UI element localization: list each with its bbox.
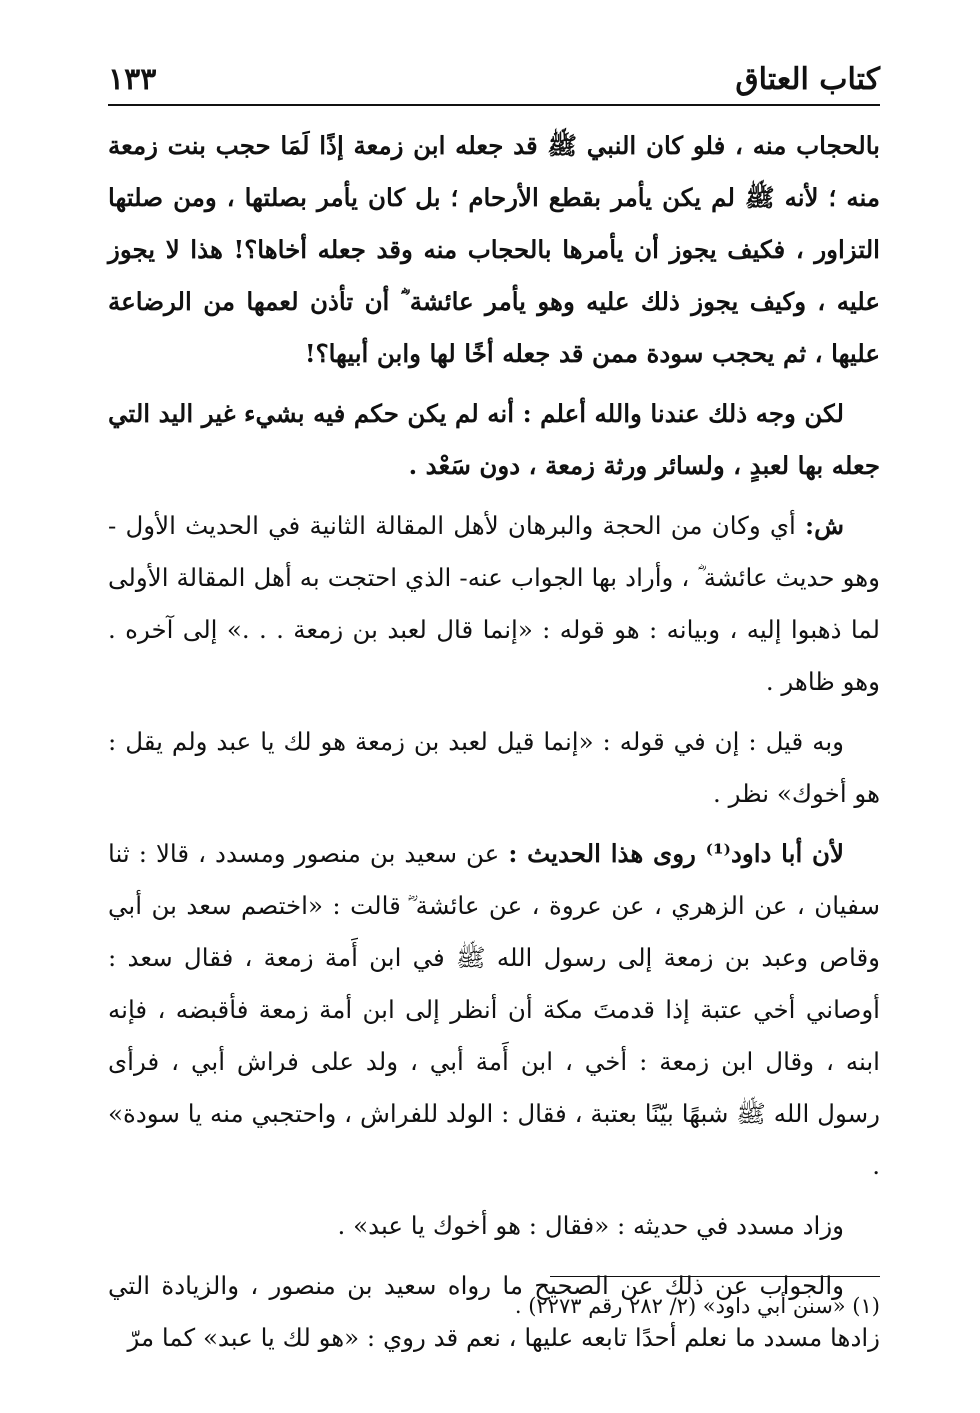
paragraph-7: والجواب عن ذلك عن الصحيح ما رواه سعيد بن منصور ، والزيادة التي زادها مسدد ما نعلم أحدًا تابعه عليها ، نعم قد روي : «هو لك يا عبد» كما مرّ bbox=[108, 1271, 880, 1352]
paragraph-1: بالحجاب منه ، فلو كان النبي ﷺ قد جعله ابن زمعة إذًا لَمَا حجب بنت زمعة منه ؛ لأنه ﷺ لم يكن يأمر بقطع الأرحام ؛ بل كان يأمر بصلتها ، ومن صلتها التزاور ، فكيف يجوز أن يأمرها بالحجاب منه وقد جعله أخاها؟! هذا لا يجوز عليه ، وكيف يجوز ذلك عليه وهو يأمر عائشة ؓ أن تأذن لعمها من الرضاعة عليها ، ثم يحجب سودة ممن قد جعله أخًا لها وابن أبيها؟! bbox=[108, 131, 880, 368]
page-number: ١٣٣ bbox=[108, 62, 157, 97]
page-header bbox=[108, 60, 880, 106]
paragraph-6: وزاد مسدد في حديثه : «فقال : هو أخوك يا عبد» . bbox=[337, 1211, 844, 1240]
paragraph-3-lead: ش: bbox=[805, 511, 844, 540]
page-body bbox=[108, 120, 880, 1372]
paragraph-4: وبه قيل : إن في قوله : «إنما قيل لعبد بن زمعة هو لك يا عبد ولم يقل : هو أخوك» نظر . bbox=[108, 727, 880, 808]
chapter-title: كتاب العتاق bbox=[735, 62, 880, 97]
paragraph-5 bbox=[108, 828, 880, 1192]
footnote: (١) «سنن أبي داود» (٢/ ٢٨٢ رقم ٢٢٧٣) . bbox=[514, 1294, 880, 1318]
paragraph-3-text: أي وكان من الحجة والبرهان لأهل المقالة الثانية في الحديث الأول - وهو حديث عائشة ؓ ، وأراد بها الجواب عنه- الذي احتجت به أهل المقالة الأولى لما ذهبوا إليه ، وبيانه : هو قوله : «إنما قال لعبد بن زمعة . . .» إلى آخره . وهو ظاهر . bbox=[108, 511, 880, 696]
paragraph-2: لكن وجه ذلك عندنا والله أعلم : أنه لم يكن حكم فيه بشيء غير اليد التي جعله بها لعبدٍ ، ولسائر ورثة زمعة ، دون سَعْد . bbox=[108, 399, 880, 480]
footnote-separator bbox=[550, 1276, 880, 1277]
paragraph-5-text: عن سعيد بن منصور ومسدد ، قالا : ثنا سفيان ، عن الزهري ، عن عروة ، عن عائشة ؓ قالت : «اختصم سعد بن أبي وقاص وعبد بن زمعة إلى رسول الله ﷺ في ابن أَمة زمعة ، فقال سعد : أوصاني أخي عتبة إذا قدمتَ مكة أن أنظر إلى ابن أمة زمعة فأقبضه ، فإنه ابنه ، وقال ابن زمعة : أخي ، ابن أَمة أبي ، ولد على فراش أبي ، فرأى رسول الله ﷺ شبهًا بيّنًا بعتبة ، فقال : الولد للفراش ، واحتجبي منه يا سودة» . bbox=[108, 839, 880, 1180]
paragraph-5-lead: لأن أبا داود⁽¹⁾ روى هذا الحديث : bbox=[508, 839, 844, 868]
paragraph-3 bbox=[108, 500, 880, 708]
